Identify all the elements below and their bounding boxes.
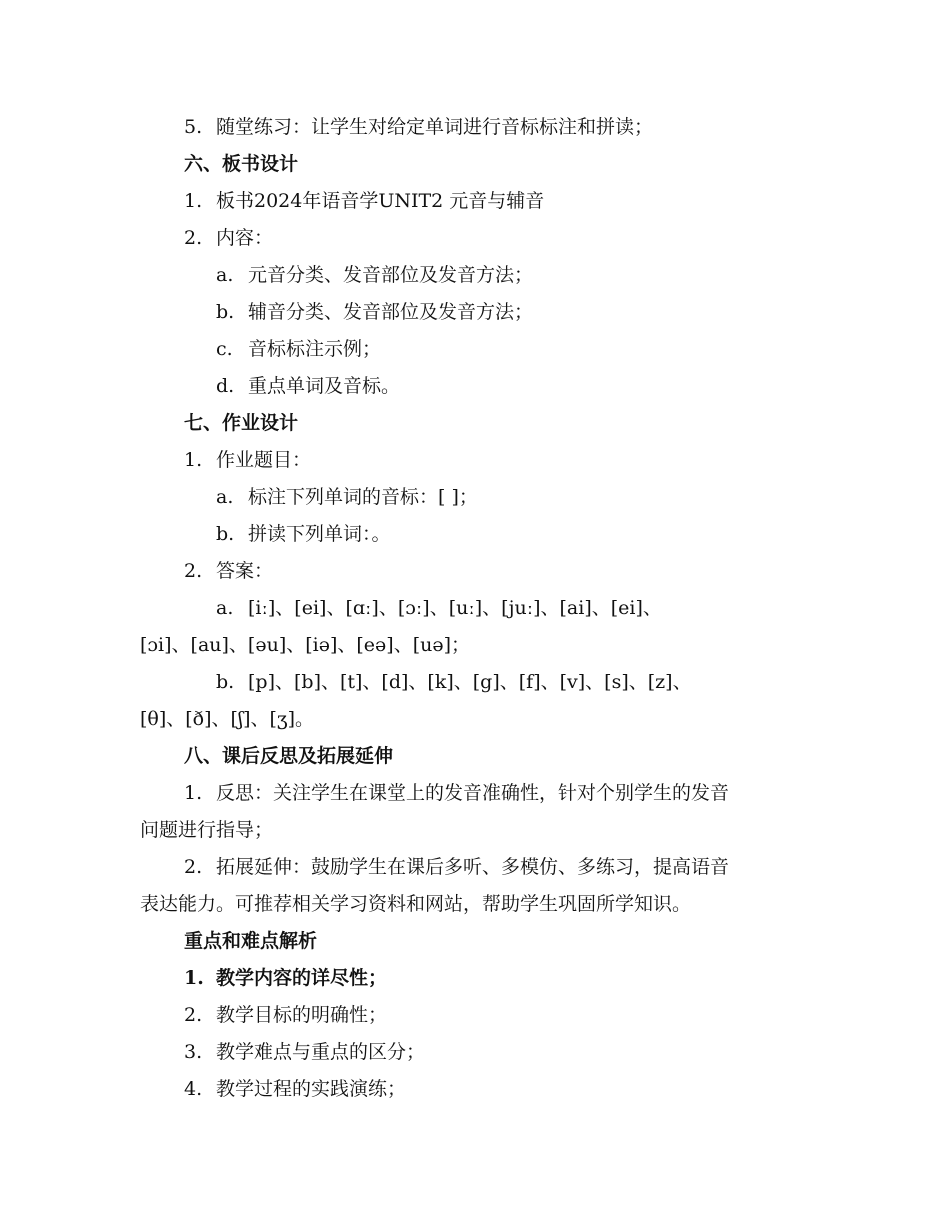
item-text: 教学目标的明确性； (216, 1004, 388, 1026)
item-text: 板书2024年语音学UNIT2 元音与辅音 (216, 190, 545, 212)
sub-item-annotate (0, 484, 950, 510)
extension-continuation (0, 891, 950, 917)
item-text: 表达能力。可推荐相关学习资料和网站，帮助学生巩固所学知识。 (140, 893, 692, 915)
section-heading-reflection (0, 743, 950, 769)
list-item-extension (0, 854, 950, 880)
list-item-objectives (0, 1002, 950, 1028)
item-number: 2. (184, 856, 203, 878)
sub-item-consonants (0, 299, 950, 325)
item-text: 音标标注示例； (248, 338, 382, 360)
item-letter: c. (216, 338, 233, 360)
item-text: [p]、[b]、[t]、[d]、[k]、[g]、[f]、[v]、[s]、[z]、 (248, 671, 692, 693)
item-text: 随堂练习：让学生对给定单词进行音标标注和拼读； (216, 116, 654, 138)
item-number: 4. (184, 1078, 203, 1100)
sub-item-spell (0, 521, 950, 547)
item-text: 内容： (216, 227, 274, 249)
item-text: 答案： (216, 560, 274, 582)
item-number: 1. (184, 782, 203, 804)
list-item-difficulties (0, 1039, 950, 1065)
list-item-practice-drill (0, 1076, 950, 1102)
item-number: 1. (184, 967, 204, 989)
section-heading-homework (0, 410, 950, 436)
item-number: 5. (184, 116, 203, 138)
heading-text: 六、板书设计 (184, 153, 299, 175)
list-item-answers (0, 558, 950, 584)
item-number: 3. (184, 1041, 203, 1063)
section-heading-key-points (0, 928, 950, 954)
item-letter: a. (216, 597, 234, 619)
heading-text: 重点和难点解析 (184, 930, 318, 952)
item-letter: a. (216, 486, 234, 508)
item-letter: b. (216, 523, 235, 545)
item-letter: d. (216, 375, 235, 397)
answer-b-line-1 (0, 669, 950, 695)
answer-a-line-2 (0, 632, 950, 658)
sub-item-vowels (0, 262, 950, 288)
item-text: 拓展延伸：鼓励学生在课后多听、多模仿、多练习，提高语音 (216, 856, 730, 878)
item-letter: b. (216, 301, 235, 323)
item-text: 重点单词及音标。 (248, 375, 401, 397)
heading-text: 七、作业设计 (184, 412, 299, 434)
item-text: [ɔi]、[au]、[əu]、[iə]、[eə]、[uə]； (140, 634, 471, 656)
item-number: 2. (184, 227, 203, 249)
item-letter: b. (216, 671, 235, 693)
item-number: 1. (184, 449, 203, 471)
item-text: 作业题目： (216, 449, 312, 471)
item-letter: a. (216, 264, 234, 286)
section-heading-board-design (0, 151, 950, 177)
list-item-board (0, 188, 950, 214)
item-text: 标注下列单词的音标：[ ]； (248, 486, 478, 508)
item-text: 教学内容的详尽性； (216, 967, 388, 989)
item-text: 教学难点与重点的区分； (216, 1041, 426, 1063)
item-text: 辅音分类、发音部位及发音方法； (248, 301, 534, 323)
list-item-homework-questions (0, 447, 950, 473)
list-item-content (0, 225, 950, 251)
list-item-content-detail (0, 965, 950, 991)
item-text: [θ]、[ð]、[ʃ]、[ʒ]。 (140, 708, 315, 730)
sub-item-key-words (0, 373, 950, 399)
list-item-practice (0, 114, 950, 140)
item-text: 元音分类、发音部位及发音方法； (248, 264, 534, 286)
item-text: 教学过程的实践演练； (216, 1078, 407, 1100)
item-text: [iː]、[ei]、[ɑː]、[ɔː]、[uː]、[juː]、[ai]、[ei]、 (248, 597, 662, 619)
item-number: 2. (184, 1004, 203, 1026)
item-number: 1. (184, 190, 203, 212)
heading-text: 八、课后反思及拓展延伸 (184, 745, 394, 767)
answer-a-line-1 (0, 595, 950, 621)
list-item-reflection (0, 780, 950, 806)
item-number: 2. (184, 560, 203, 582)
item-text: 反思：关注学生在课堂上的发音准确性，针对个别学生的发音 (216, 782, 730, 804)
item-text: 拼读下列单词：。 (248, 523, 391, 545)
item-text: 问题进行指导； (140, 819, 274, 841)
sub-item-transcription-examples (0, 336, 950, 362)
answer-b-line-2 (0, 706, 950, 732)
reflection-continuation (0, 817, 950, 843)
